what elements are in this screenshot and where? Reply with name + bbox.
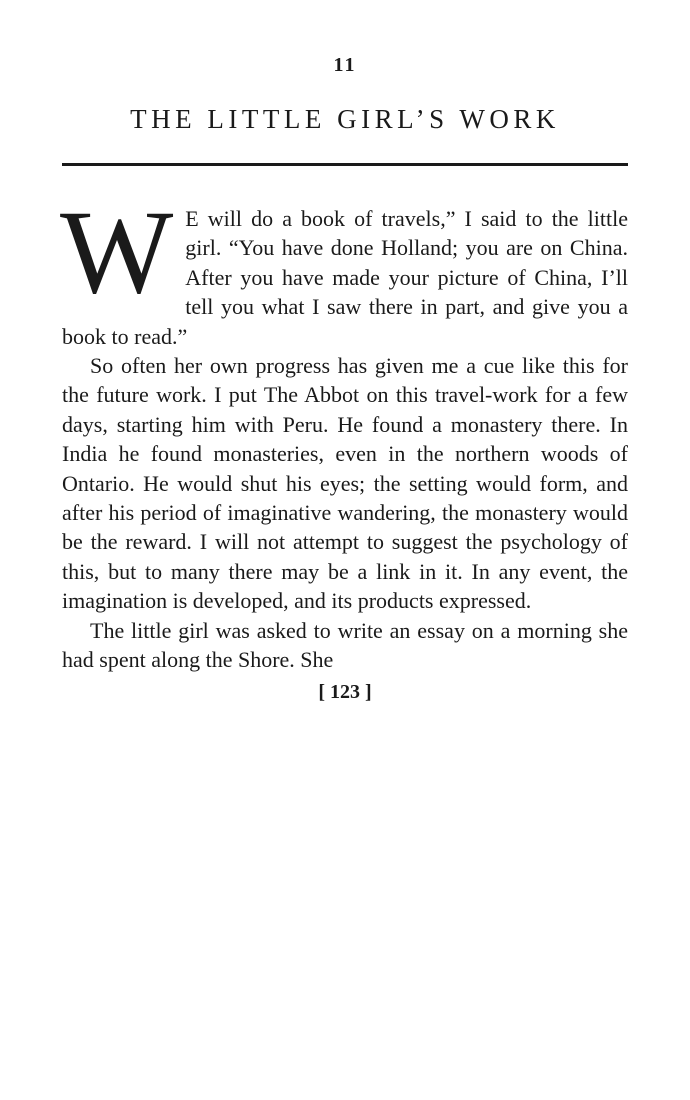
body-text <box>60 185 628 675</box>
chapter-number: 11 <box>333 54 357 76</box>
paragraph-3: The little girl was asked to write an essay on a morning she had spent along the Shore. She <box>62 617 628 673</box>
book-page <box>62 50 628 707</box>
title-rule <box>62 163 628 166</box>
chapter-title: THE LITTLE GIRL’S WORK <box>130 104 560 134</box>
paragraph-2: So often her own progress has given me a cue like this for the future work. I put The Abbot on this travel-work for a few days, starting him with Peru. He found a monastery there. In India he found monasteries, even in the northern woods of Ontario. He would shut his eyes; the setting would form, and after his period of imaginative wandering, the monastery would be the reward. I will not attempt to suggest the psychology of this, but to many there may be a link in it. In any event, the imagination is developed, and its products expressed. <box>62 353 628 614</box>
page-number: [ 123 ] <box>318 680 372 703</box>
paragraph-1-text: E will do a book of travels,” I said to the little girl. “You have done Holland; you are on China. After you have made your picture of China, I’ll tell you what I saw there in part, and give you a book to read.” <box>62 206 628 349</box>
drop-cap: W <box>60 185 174 318</box>
paragraph-1 <box>60 185 628 351</box>
